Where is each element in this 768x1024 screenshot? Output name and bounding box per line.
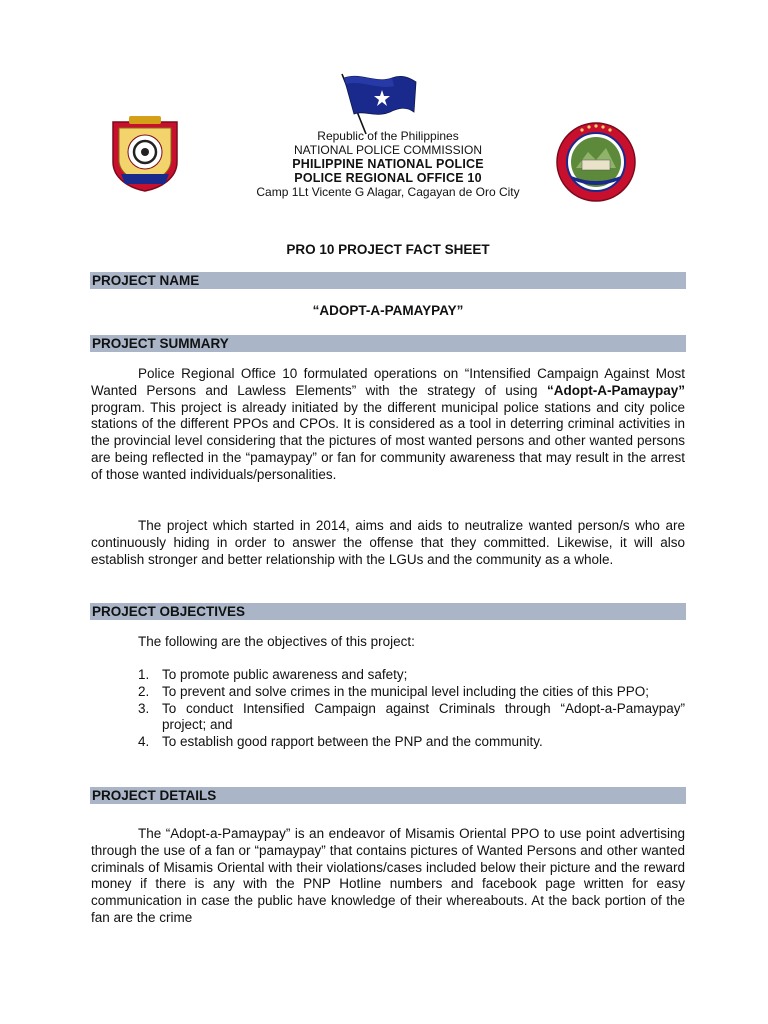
list-item: 2. To prevent and solve crimes in the municipal level including the cities of this PPO; <box>138 683 649 699</box>
flag-icon <box>336 70 418 136</box>
objectives-intro: The following are the objectives of this project: <box>138 634 415 649</box>
details-paragraph-1: The “Adopt-a-Pamaypay” is an endeavor of Misamis Oriental PPO to use point advertising through the use of a fan or “pamaypay” that contains pictures of Wanted Persons and other wanted criminals of Misamis Oriental with their violations/cases included below their picture and the reward money if there is any with the PNP Hotline numbers and facebook page written for easy communication in case the public have knowledge of their whereabouts. At the back portion of the fan are the crime <box>91 826 685 925</box>
summary-paragraph-2: The project which started in 2014, aims and aids to neutralize wanted person/s who are continuously hiding in order to answer the offense that they committed. Likewise, it will also establish stronger and better relationship with the LGUs and the community as a whole. <box>91 518 685 567</box>
letterhead-address: Camp 1Lt Vicente G Alagar, Cagayan de Oro City <box>256 185 520 199</box>
letterhead-line-3: PHILIPPINE NATIONAL POLICE <box>292 157 484 171</box>
section-heading-project-details: PROJECT DETAILS <box>90 787 686 804</box>
program-name-bold: “Adopt-A-Pamaypay” <box>546 382 685 398</box>
letterhead-line-4: POLICE REGIONAL OFFICE 10 <box>294 171 482 185</box>
list-item: 3. To conduct Intensified Campaign against Criminals through “Adopt-a-Pamaypay” project; and <box>138 700 685 733</box>
letterhead <box>200 129 576 199</box>
section-heading-project-objectives: PROJECT OBJECTIVES <box>90 603 686 620</box>
project-name-value: “ADOPT-A-PAMAYPAY” <box>312 303 464 318</box>
list-item: 4. To establish good rapport between the PNP and the community. <box>138 734 543 750</box>
section-heading-project-summary: PROJECT SUMMARY <box>90 335 686 352</box>
summary-paragraph-1: Police Regional Office 10 formulated operations on “Intensified Campaign Against Most Wanted Persons and Lawless Elements” with the strategy of using “Adopt-A-Pamaypay” program. This project is already initiated by the different municipal police stations and city police stations of the different PPOs and CPOs. It is considered as a tool in deterring criminal activities in the provincial level considering that the pictures of most wanted persons and other wanted persons are being reflected in the “pamaypay” or fan for community awareness that may result in the arrest of those wanted individuals/personalities. <box>91 366 685 482</box>
objectives-list <box>138 667 685 751</box>
letterhead-line-1: Republic of the Philippines <box>317 129 459 143</box>
section-heading-project-name: PROJECT NAME <box>90 272 686 289</box>
list-item: 1. To promote public awareness and safety; <box>138 667 408 682</box>
document-title: PRO 10 PROJECT FACT SHEET <box>286 242 490 257</box>
letterhead-line-2: NATIONAL POLICE COMMISSION <box>293 143 483 157</box>
pnp-seal-icon <box>107 112 183 192</box>
